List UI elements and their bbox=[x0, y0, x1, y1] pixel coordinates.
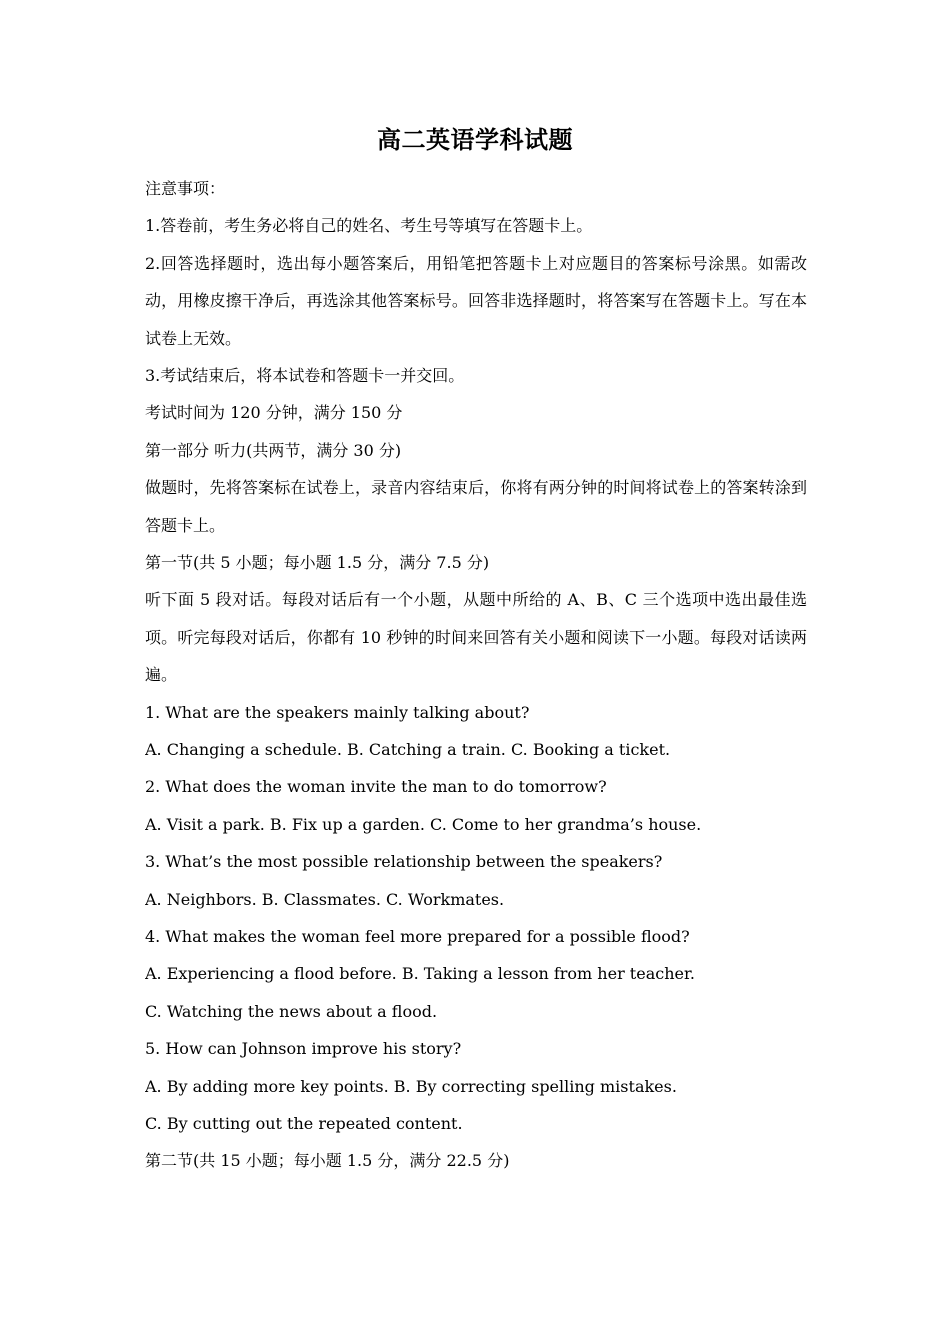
question-5-options: A. By adding more key points. B. By correcting spelling mistakes. bbox=[145, 1076, 677, 1096]
exam-body bbox=[145, 170, 807, 1180]
notes-heading: 注意事项： bbox=[145, 179, 226, 198]
question-5-stem: 5. How can Johnson improve his story? bbox=[145, 1039, 462, 1059]
question-4-options: A. Experiencing a flood before. B. Taking a lesson from her teacher. bbox=[145, 964, 695, 984]
notes-item-2: 2.回答选择题时，选出每小题答案后，用铅笔把答题卡上对应题目的答案标号涂黑。如需改动，用橡皮擦干净后，再选涂其他答案标号。回答非选择题时，将答案写在答题卡上。写在本试卷上无效。 bbox=[145, 253, 807, 348]
question-1-stem: 1. What are the speakers mainly talking about? bbox=[145, 702, 530, 722]
notes-item-1: 1.答卷前，考生务必将自己的姓名、考生号等填写在答题卡上。 bbox=[145, 216, 593, 236]
section2-heading: 第二节(共 15 小题；每小题 1.5 分，满分 22.5 分) bbox=[145, 1151, 510, 1171]
page-title: 高二英语学科试题 bbox=[377, 125, 573, 154]
part1-instructions: 做题时，先将答案标在试卷上，录音内容结束后，你将有两分钟的时间将试卷上的答案转涂到答题卡上。 bbox=[145, 478, 807, 535]
question-1-options: A. Changing a schedule. B. Catching a train. C. Booking a ticket. bbox=[145, 739, 671, 759]
question-2-options: A. Visit a park. B. Fix up a garden. C. Come to her grandma’s house. bbox=[145, 814, 702, 834]
notes-item-3: 3.考试结束后，将本试卷和答题卡一并交回。 bbox=[145, 366, 465, 385]
question-3-stem: 3. What’s the most possible relationship between the speakers? bbox=[145, 852, 663, 872]
section1-directions: 听下面 5 段对话。每段对话后有一个小题，从题中所给的 A、B、C 三个选项中选出最佳选项。听完每段对话后，你都有 10 秒钟的时间来回答有关小题和阅读下一小题。每段对话读两遍。 bbox=[145, 590, 807, 685]
question-4-options-c: C. Watching the news about a flood. bbox=[145, 1001, 438, 1021]
question-3-options: A. Neighbors. B. Classmates. C. Workmates. bbox=[145, 889, 505, 909]
part1-heading: 第一部分 听力(共两节，满分 30 分) bbox=[145, 440, 402, 460]
section1-heading: 第一节(共 5 小题；每小题 1.5 分，满分 7.5 分) bbox=[145, 552, 490, 572]
question-4-stem: 4. What makes the woman feel more prepared for a possible flood? bbox=[145, 926, 690, 946]
question-2-stem: 2. What does the woman invite the man to do tomorrow? bbox=[145, 777, 607, 797]
exam-time-note: 考试时间为 120 分钟，满分 150 分 bbox=[145, 403, 403, 423]
question-5-options-c: C. By cutting out the repeated content. bbox=[145, 1113, 463, 1133]
